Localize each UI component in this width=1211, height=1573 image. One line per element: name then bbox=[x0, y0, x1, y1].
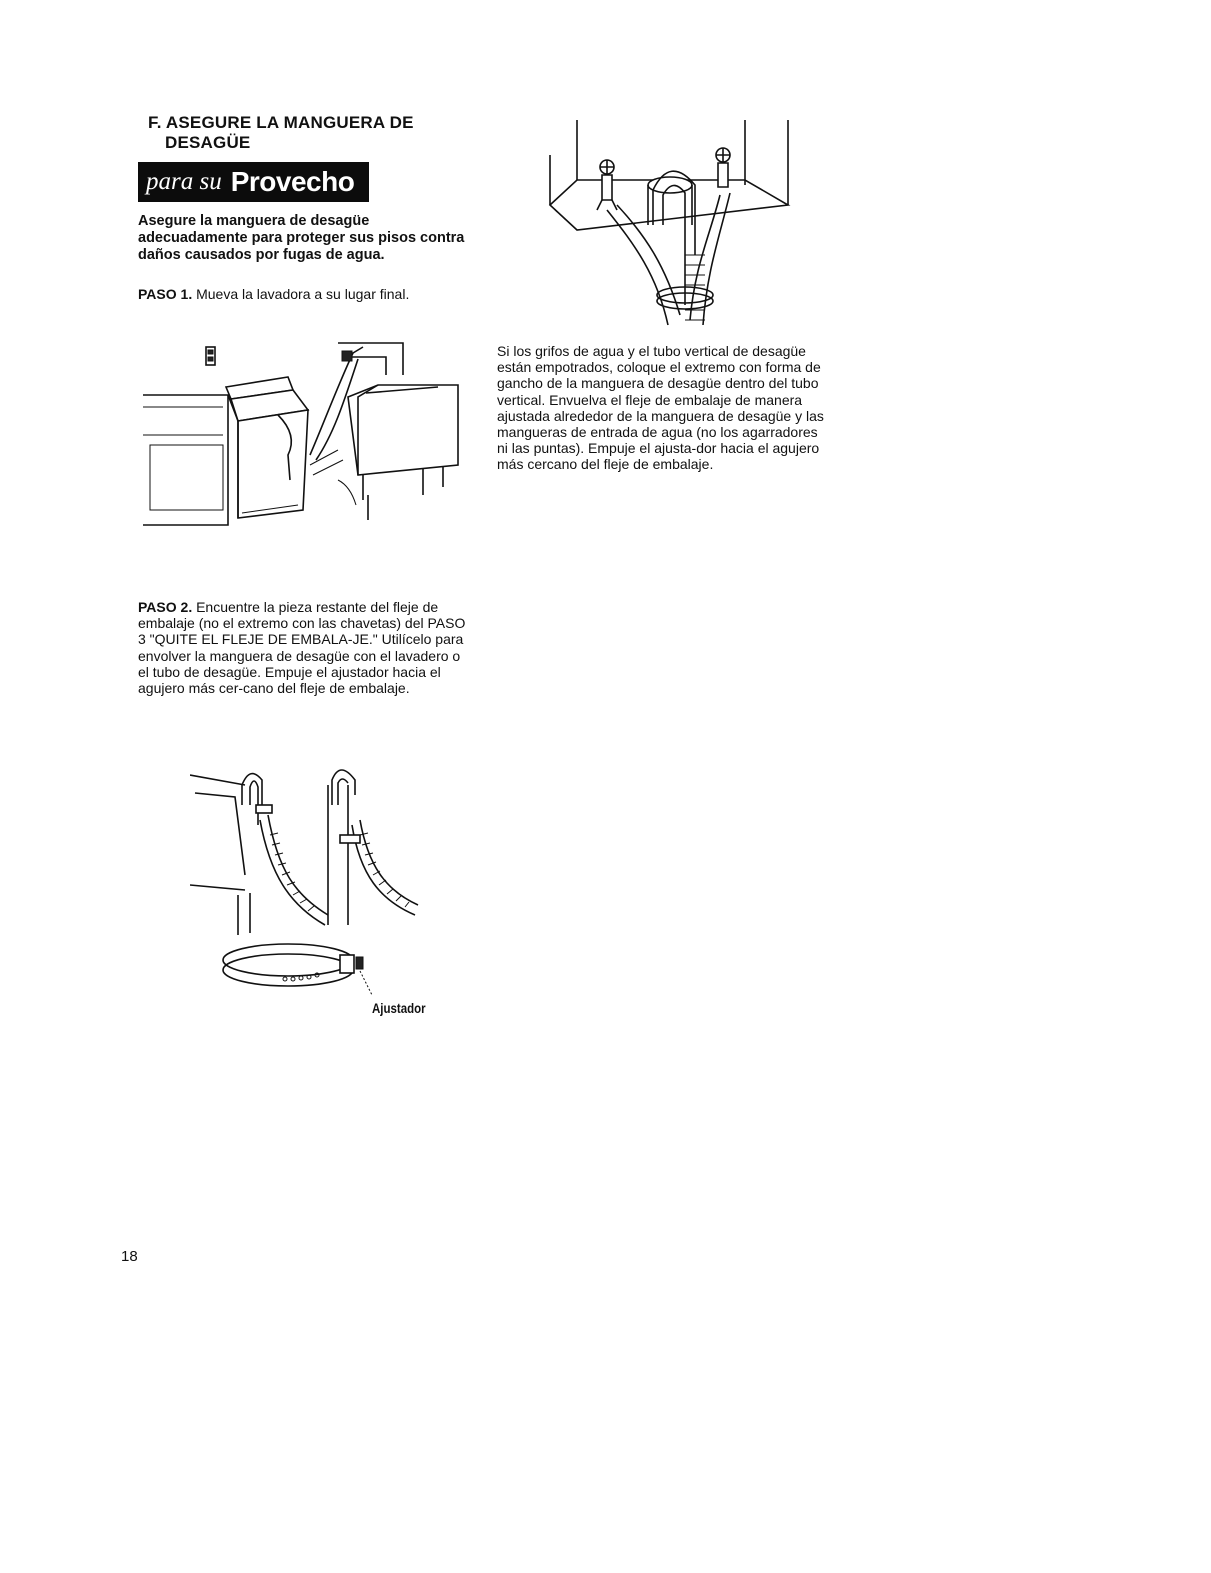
step1-label: PASO 1. bbox=[138, 286, 193, 302]
logo-big-text: Provecho bbox=[230, 166, 355, 197]
washer-laundry-tub-illustration bbox=[138, 335, 463, 530]
logo-small-text: para su bbox=[146, 168, 222, 195]
adjuster-label: Ajustador bbox=[372, 1000, 426, 1016]
section-title-line1: F. ASEGURE LA MANGUERA DE bbox=[148, 113, 414, 132]
page-number: 18 bbox=[121, 1248, 138, 1265]
step2-label: PASO 2. bbox=[138, 599, 193, 615]
recessed-note-paragraph: Si los grifos de agua y el tubo vertical de desagüe están empotrados, coloque el extremo con forma de gancho de la manguera de desagüe dentro del tubo vertical. Envuelva el fleje de embalaje de manera ajustada alrededor de la manguera de desagüe y las mangueras de entrada de agua (no los agarradores ni las puntas). Empuje el ajusta-dor hacia el agujero más cercano del fleje de embalaje. bbox=[497, 343, 824, 473]
step1-text: Mueva la lavadora a su lugar final. bbox=[196, 286, 410, 302]
step2-text: Encuentre la pieza restante del fleje de embalaje (no el extremo con las chavetas) del PASO 3 "QUITE EL FLEJE DE EMBALA-JE." Utilícelo para envolver la manguera de desagüe con el lavadero o el tubo de desagüe. Empuje el ajustador hacia el agujero más cer-cano del fleje de embalaje. bbox=[138, 599, 466, 697]
step1-paragraph bbox=[138, 286, 478, 302]
adjuster bbox=[340, 955, 354, 973]
intro-warning: Asegure la manguera de desagüe adecuadamente para proteger sus pisos contra daños causados por fugas de agua. bbox=[138, 213, 465, 263]
section-heading bbox=[148, 113, 478, 153]
step2-paragraph bbox=[138, 599, 468, 696]
drain-hose-strap-illustration bbox=[190, 765, 430, 997]
section-title-line2: DESAGÜE bbox=[165, 133, 251, 152]
recessed-faucets-illustration bbox=[545, 115, 795, 333]
para-su-provecho-logo bbox=[138, 162, 369, 202]
